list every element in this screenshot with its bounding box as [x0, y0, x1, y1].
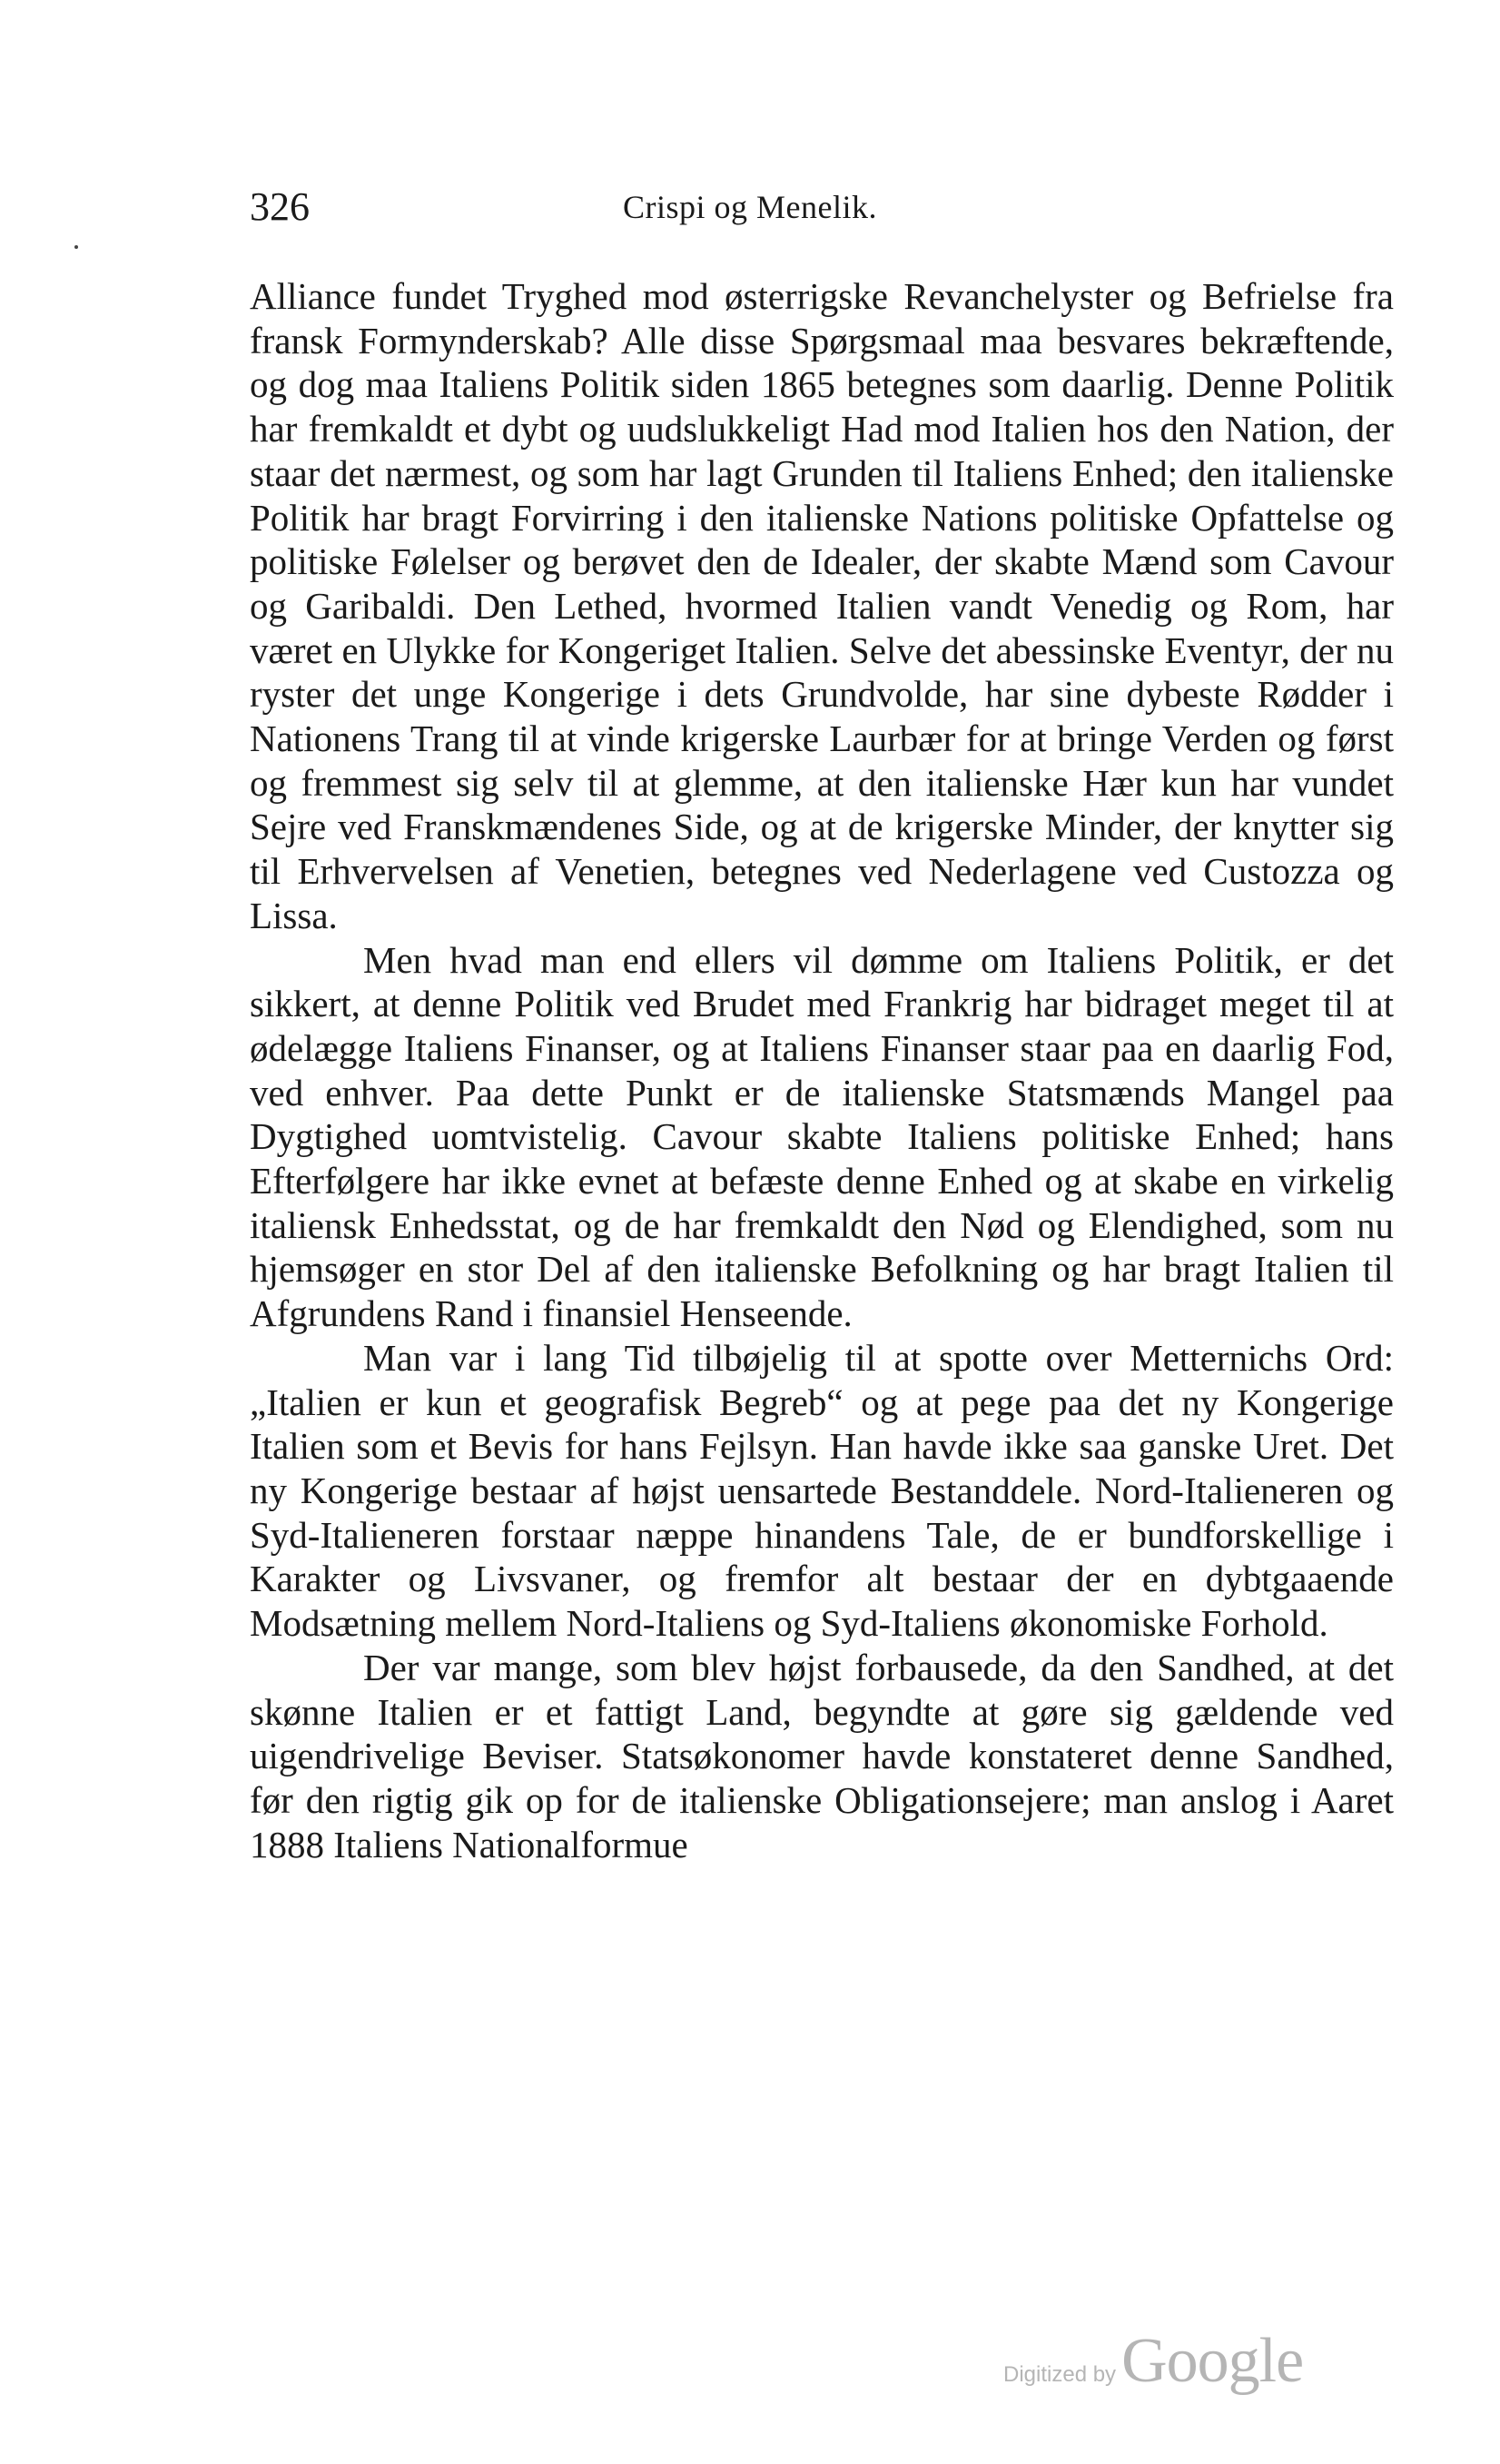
- paragraph-1: Alliance fundet Tryghed mod østerrigske Revanchelyster og Befrielse fra fransk Formynderskab? Alle disse Spørgsmaal maa besvares bekræftende, og dog maa Italiens Politik siden 1865 betegnes som daarlig. Denne Politik har fremkaldt et dybt og uudslukkeligt Had mod Italien hos den Nation, der staar det nærmest, og som har lagt Grunden til Italiens Enhed; den italienske Politik har bragt Forvirring i den italienske Nations politiske Opfattelse og politiske Følelser og berøvet den de Idealer, der skabte Mænd som Cavour og Garibaldi. Den Lethed, hvormed Italien vandt Venedig og Rom, har været en Ulykke for Kongeriget Italien. Selve det abessinske Eventyr, der nu ryster det unge Kongerige i dets Grundvolde, har sine dybeste Rødder i Nationens Trang til at vinde krigerske Laurbær for at bringe Verden og først og fremmest sig selv til at glemme, at den italienske Hær kun har vundet Sejre ved Franskmændenes Side, og at de krigerske Minder, der knytter sig til Erhvervelsen af Venetien, betegnes ved Nederlagene ved Custozza og Lissa.: [250, 275, 1394, 936]
- digitized-watermark: [1003, 2325, 1303, 2407]
- page-number: 326: [250, 184, 310, 229]
- body-text: [250, 274, 1394, 1866]
- page-header: [0, 180, 1500, 234]
- watermark-prefix: Digitized by: [1003, 2362, 1117, 2387]
- google-logo: Google: [1121, 2326, 1304, 2396]
- stray-print-mark: [74, 245, 78, 249]
- paragraph-4: Der var mange, som blev højst forbausede, da den Sandhed, at det skønne Italien er et fattigt Land, begyndte at gøre sig gældende ved uigendrivelige Beviser. Statsøkonomer havde konstateret denne Sandhed, før den rigtig gik op for de italienske Obligationsejere; man anslog i Aaret 1888 Italiens Nationalformue: [250, 1646, 1394, 1865]
- running-title: Crispi og Menelik.: [623, 189, 877, 225]
- paragraph-2: Men hvad man end ellers vil dømme om Italiens Politik, er det sikkert, at denne Politik ved Brudet med Frankrig har bidraget meget til at ødelægge Italiens Finanser, og at Italiens Finanser staar paa en daarlig Fod, ved enhver. Paa dette Punkt er de italienske Statsmænds Mangel paa Dygtighed uomtvistelig. Cavour skabte Italiens politiske Enhed; hans Efterfølgere har ikke evnet at befæste denne Enhed og at skabe en virkelig italiensk Enhedsstat, og de har fremkaldt den Nød og Elendighed, som nu hjemsøger en stor Del af den italienske Befolkning og har bragt Italien til Afgrundens Rand i finansiel Henseende.: [250, 938, 1394, 1335]
- paragraph-3: Man var i lang Tid tilbøjelig til at spotte over Metternichs Ord: „Italien er kun et geografisk Begreb“ og at pege paa det ny Kongerige Italien som et Bevis for hans Fejlsyn. Han havde ikke saa ganske Uret. Det ny Kongerige bestaar af højst uensartede Bestanddele. Nord-Italieneren og Syd-Italieneren forstaar næppe hinandens Tale, de er bundforskellige i Karakter og Livsvaner, og fremfor alt bestaar der en dybtgaaende Modsætning mellem Nord-Italiens og Syd-Italiens økonomiske Forhold.: [250, 1336, 1394, 1645]
